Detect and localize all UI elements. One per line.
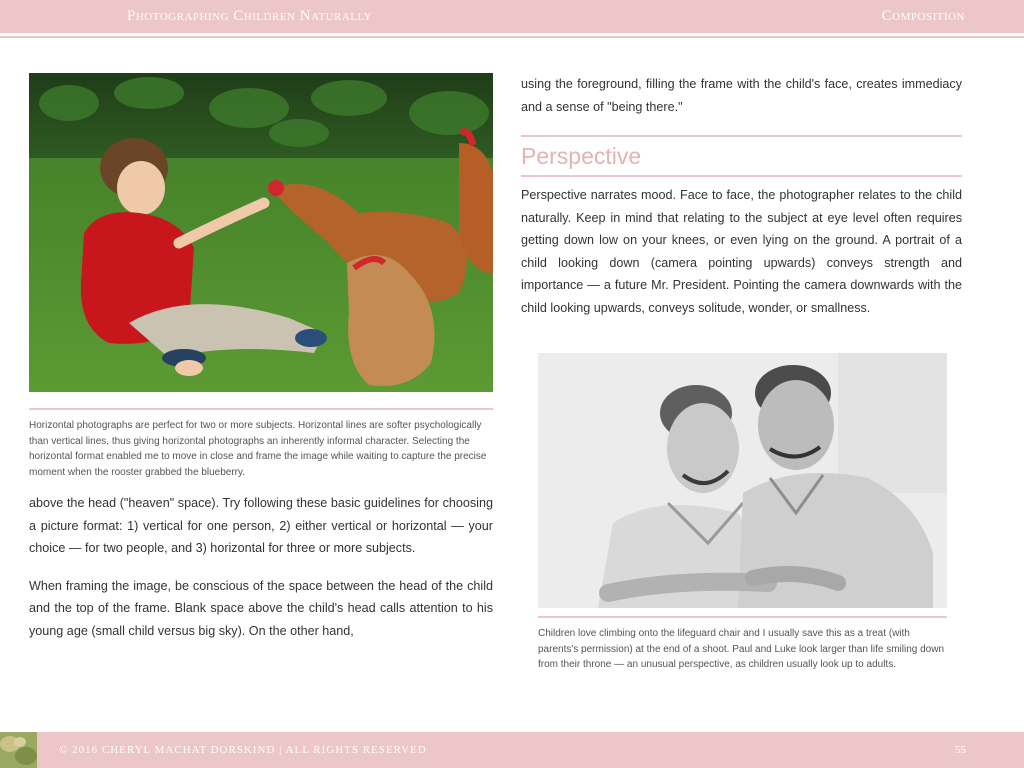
header-rule [0,36,1024,38]
footer-copyright: © 2016 CHERYL MACHAT DORSKIND | ALL RIGHTS RESERVED [59,744,427,756]
photo1-caption: Horizontal photographs are perfect for two or more subjects. Horizontal lines are softer psychologically than vertical lines, thus giving horizontal photographs an inherently informal character. Selecting the horizontal format enabled me to move in close and frame the image while waiting to capture the precise moment when the rooster grabbed the blueberry. [29,420,487,479]
caption2-rule [538,616,947,618]
page-number: 55 [955,744,966,756]
photo2-caption: Children love climbing onto the lifeguard chair and I usually save this as a treat (with parents's permission) at the end of a shoot. Paul and Luke look larger than life smiling down from their throne — an unusual perspective, as children usually look up to adults. [538,628,945,671]
section-title: Perspective [521,143,642,169]
right-intro-text: using the foreground, filling the frame with the child's face, creates immediacy and a sense of "being there." [521,77,962,114]
left-paragraph-2: When framing the image, be conscious of the space between the head of the child and the top of the frame. Blank space above the child's head calls attention to his young age (small child versus big sky). On the other hand, [29,578,493,638]
two-boys-smiling-photo [538,353,947,608]
perspective-paragraph: Perspective narrates mood. Face to face, the photographer relates to the child naturally. Keep in mind that relating to the subject at eye level often requires getting down low on your knees, or even lying on the ground. A portrait of a child looking down (camera pointing upwards) conveys strength and importance — a future Mr. President. Pointing the camera downwards with the child looking upwards, conveys solitude, wonder, or smallness. [521,188,962,315]
footer-thumbnail [0,732,37,768]
section-rule-top [521,135,962,137]
chapter-title: Composition [881,8,965,24]
left-paragraph-1: above the head ("heaven" space). Try following these basic guidelines for choosing a picture format: 1) vertical for one person, 2) either vertical or horizontal — your choice — for two people, and 3) horizontal for three or more subjects. [29,496,493,556]
section-rule-bottom [521,175,962,177]
book-title: Photographing Children Naturally [127,8,373,24]
caption1-rule [29,408,493,410]
left-column-text [29,492,493,643]
boy-with-chickens-photo [29,73,493,392]
